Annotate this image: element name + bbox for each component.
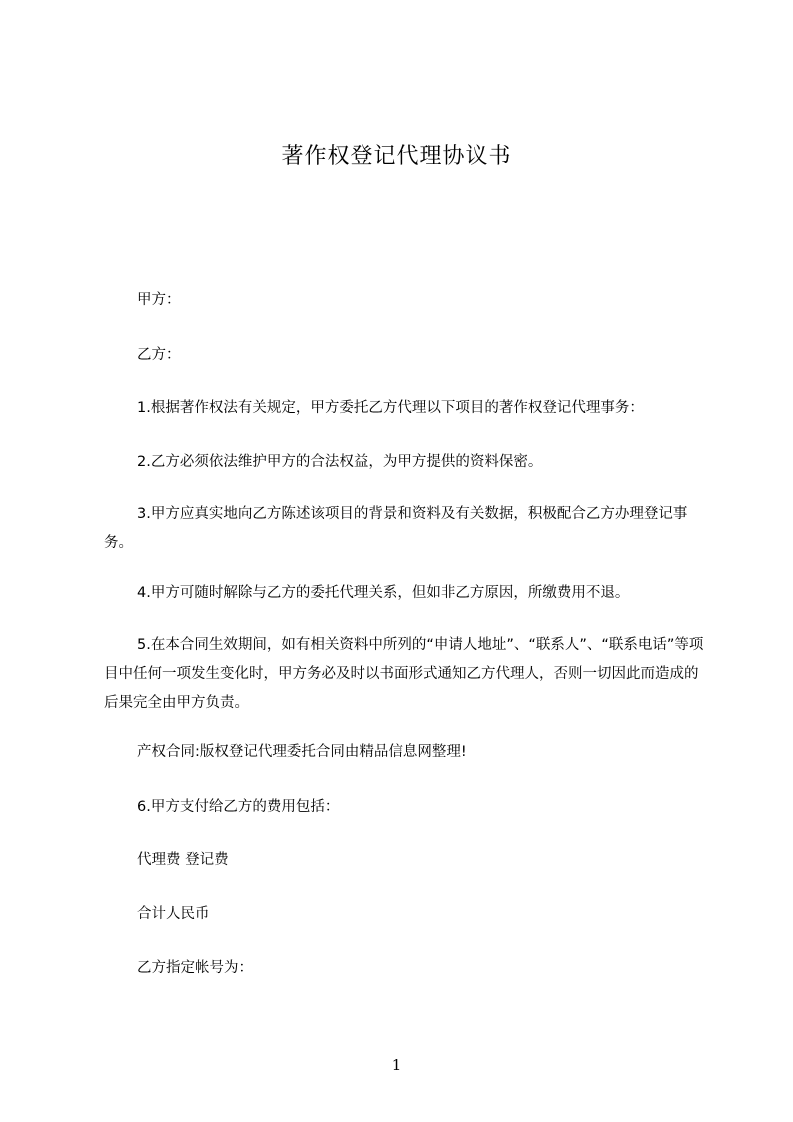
fee-items: 代理费 登记费 <box>137 852 229 868</box>
party-a-line: 甲方： <box>137 292 181 308</box>
document-title: 著作权登记代理协议书 <box>281 144 512 169</box>
clause-4: 4.甲方可随时解除与乙方的委托代理关系，但如非乙方原因，所缴费用不退。 <box>137 585 630 601</box>
clause-3: 3.甲方应真实地向乙方陈述该项目的背景和资料及有关数据，积极配合乙方办理登记事务。 <box>104 506 688 551</box>
party-b-line: 乙方： <box>137 347 181 363</box>
clause-5: 5.在本合同生效期间，如有相关资料中所列的“申请人地址”、“联系人”、“联系电话”等项目中任何一项发生变化时，甲方务必及时以书面形式通知乙方代理人，否则一切因此而造成的后果完全由甲方负责。 <box>104 637 704 711</box>
source-note: 产权合同:版权登记代理委托合同由精品信息网整理! <box>137 744 467 760</box>
account-line: 乙方指定帐号为： <box>137 960 253 976</box>
clause-6: 6.甲方支付给乙方的费用包括： <box>137 799 340 815</box>
page-number: 1 <box>391 1056 402 1074</box>
clause-1: 1.根据著作权法有关规定，甲方委托乙方代理以下项目的著作权登记代理事务： <box>137 400 644 416</box>
total-rmb: 合计人民币 <box>137 906 210 922</box>
clause-2: 2.乙方必须依法维护甲方的合法权益，为甲方提供的资料保密。 <box>137 454 543 470</box>
